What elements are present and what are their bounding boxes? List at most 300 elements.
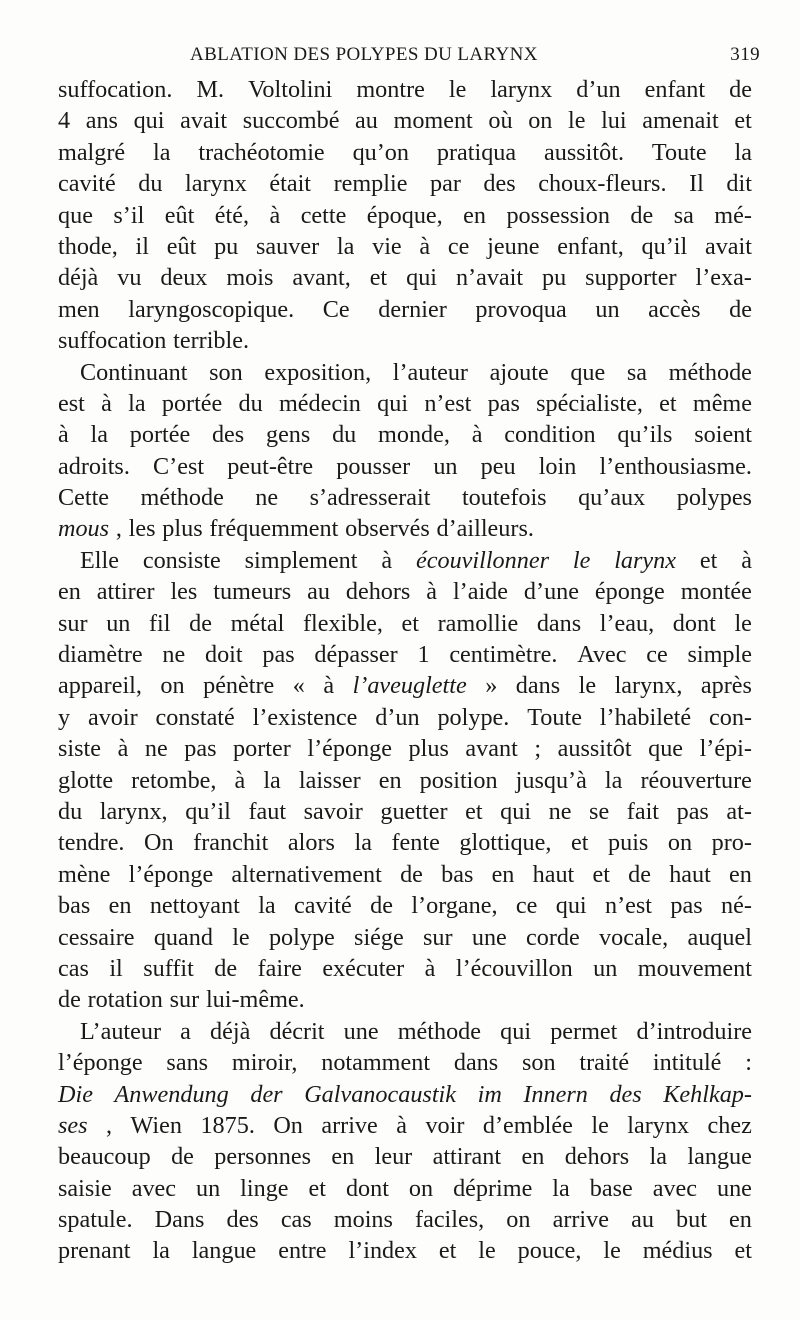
word: Wien (130, 1111, 182, 1139)
word: bas (58, 892, 91, 920)
word: savoir (303, 797, 363, 825)
text-line (58, 576, 752, 607)
word: qui (555, 892, 587, 920)
word: Ce (322, 295, 350, 323)
word: Toute (651, 138, 707, 166)
word: qui (377, 389, 409, 417)
word: décrit (269, 1017, 325, 1045)
word: dit (726, 170, 752, 198)
word: et (659, 389, 677, 417)
word: cette (300, 201, 347, 229)
word: terrible. (173, 327, 250, 355)
word: condition (504, 421, 596, 449)
word: y (58, 703, 71, 731)
word: on (667, 829, 693, 857)
word: porter (233, 735, 291, 763)
word: de (58, 986, 81, 1014)
word: personnes (214, 1143, 312, 1171)
word: remplie (333, 170, 408, 198)
italic-word: ses (58, 1111, 88, 1139)
word: saisie (58, 1174, 112, 1202)
word: l’eau, (599, 609, 655, 637)
text-line (58, 984, 752, 1015)
word: l’écouvillon (455, 954, 573, 982)
word: qui (500, 1017, 532, 1045)
word: spécialiste, (536, 389, 643, 417)
word: l’épi- (699, 735, 752, 763)
word: on (528, 107, 553, 135)
word: avant (465, 735, 518, 763)
word: entre (278, 1237, 327, 1265)
word: , (106, 1111, 113, 1139)
word: exécuter (322, 954, 405, 982)
word: langue (687, 1143, 752, 1171)
word: beaucoup (58, 1143, 151, 1171)
word: un (595, 295, 620, 323)
word: linge (240, 1174, 289, 1202)
word: n’est (605, 892, 653, 920)
word: la (734, 138, 752, 166)
word: choux-fleurs. (538, 170, 667, 198)
word: un (593, 954, 618, 982)
word: dont (345, 1174, 389, 1202)
word: pas (670, 892, 703, 920)
word: au (631, 1206, 654, 1234)
body-text (58, 74, 752, 1267)
word: trachéotomie (198, 138, 325, 166)
text-line (58, 357, 752, 388)
word: L’auteur (80, 1017, 162, 1045)
word: peut-être (227, 452, 314, 480)
text-line (58, 953, 752, 984)
text-line (58, 827, 752, 858)
word: : (745, 1049, 752, 1077)
word: d’un (375, 703, 420, 731)
text-line (58, 1079, 752, 1110)
word: au (307, 578, 330, 606)
word: pro- (711, 829, 752, 857)
word: notamment (321, 1049, 431, 1077)
word: le (232, 923, 250, 951)
text-line (58, 1235, 752, 1266)
word: le (567, 107, 586, 135)
word: la (354, 829, 372, 857)
word: dans (515, 672, 561, 700)
word: position (419, 766, 498, 794)
word: avec (131, 1174, 177, 1202)
word: 4 (58, 107, 71, 135)
word: avant, (292, 264, 351, 292)
word: pas (487, 389, 520, 417)
word: de (400, 860, 423, 888)
word: l’index (348, 1237, 417, 1265)
word: l’existence (252, 703, 358, 731)
word: eût (166, 232, 197, 260)
word: jusqu’à (515, 766, 587, 794)
word: ce (646, 641, 668, 669)
word: qui (133, 107, 165, 135)
word: une (343, 1017, 379, 1045)
word: cas (58, 954, 89, 982)
word: franchit (193, 829, 269, 857)
text-line (58, 74, 752, 105)
word: les (170, 578, 198, 606)
word: est (58, 389, 85, 417)
word: du (238, 389, 263, 417)
text-line (58, 262, 752, 293)
word: l’éponge (307, 735, 392, 763)
word: aussitôt. (544, 138, 624, 166)
word: été, (214, 201, 250, 229)
word: ne (548, 797, 572, 825)
word: larynx, (614, 672, 683, 700)
text-line (58, 231, 752, 262)
word: suffocation. (58, 76, 173, 103)
text-line (58, 922, 752, 953)
word: but (676, 1206, 707, 1234)
word: vocale, (599, 923, 669, 951)
word: consiste (142, 546, 221, 574)
word: possession (506, 201, 610, 229)
word: siége (354, 923, 404, 951)
word: eût (164, 201, 195, 229)
word: d’un (576, 76, 621, 103)
word: chez (707, 1111, 752, 1139)
text-line (58, 137, 752, 168)
text-line (58, 325, 752, 356)
word: à (381, 546, 393, 574)
word: à (58, 421, 69, 449)
word: accès (648, 295, 701, 323)
word: et (308, 1174, 326, 1202)
word: faire (257, 954, 302, 982)
word: que (58, 201, 93, 229)
word: mé- (714, 201, 752, 229)
word: guetter (380, 797, 448, 825)
word: portée (129, 421, 191, 449)
word: enfant (644, 76, 706, 103)
word: laryngoscopique. (128, 295, 295, 323)
word: Cette (58, 484, 110, 512)
word: On (144, 829, 174, 857)
text-line (58, 513, 752, 544)
word: provoqua (475, 295, 567, 323)
word: voir (425, 1111, 465, 1139)
word: qui (500, 797, 532, 825)
word: il (135, 232, 149, 260)
word: de (630, 201, 654, 229)
text-line (58, 1016, 752, 1047)
word: la (649, 1143, 668, 1171)
word: ce (447, 232, 470, 260)
word: de (189, 609, 212, 637)
text-line (58, 765, 752, 796)
word: montée (680, 578, 752, 606)
word: supporter (585, 264, 677, 292)
word: l’auteur (392, 358, 468, 386)
word: lui-même. (205, 986, 305, 1014)
word: pas (184, 735, 217, 763)
text-line (58, 702, 752, 733)
word: Toute (527, 703, 582, 731)
word: laisser (298, 766, 361, 794)
word: mois (226, 264, 274, 292)
italic-word: Die (58, 1080, 93, 1108)
italic-word: le (572, 546, 591, 574)
word: n’est (424, 389, 472, 417)
word: la (90, 421, 108, 449)
word: sur (423, 923, 453, 951)
word: succombé (242, 107, 340, 135)
word: le (603, 1237, 621, 1265)
word: fait (626, 797, 660, 825)
word: on (160, 672, 185, 700)
italic-word: Galvanocaustik (304, 1080, 456, 1108)
word: méthode (140, 484, 224, 512)
word: , (115, 515, 122, 543)
word: de (628, 860, 651, 888)
word: moins (333, 1206, 393, 1234)
word: au (355, 107, 378, 135)
word: était (269, 170, 312, 198)
word: lui (601, 107, 627, 135)
italic-word: larynx (614, 546, 676, 574)
word: polype. (437, 703, 510, 731)
italic-word: Anwendung (114, 1080, 229, 1108)
word: même (692, 389, 752, 417)
word: haut (532, 860, 575, 888)
text-line (58, 796, 752, 827)
word: gens (265, 421, 311, 449)
word: en (108, 892, 132, 920)
word: cas (280, 1206, 312, 1234)
word: men (58, 295, 100, 323)
word: qu’aux (578, 484, 646, 512)
text-line (58, 419, 752, 450)
word: ramollie (437, 609, 519, 637)
word: Elle (80, 546, 119, 574)
word: par (429, 170, 461, 198)
word: base (589, 1174, 633, 1202)
word: à (269, 201, 281, 229)
word: et (734, 1237, 752, 1265)
word: at- (726, 797, 752, 825)
word: ce (515, 892, 538, 920)
word: et (438, 1237, 457, 1265)
word: qu’ils (617, 421, 673, 449)
word: portée (161, 389, 223, 417)
word: à (234, 766, 246, 794)
word: puis (608, 829, 649, 857)
word: tendre. (58, 829, 125, 857)
word: sauver (256, 232, 320, 260)
word: d’ailleurs. (436, 515, 534, 543)
italic-word: der (250, 1080, 283, 1108)
word: déjà (58, 264, 99, 292)
word: du (332, 421, 357, 449)
italic-word: des (609, 1080, 642, 1108)
word: pas (262, 641, 295, 669)
word: la (128, 389, 146, 417)
word: à (741, 546, 752, 574)
word: glotte (58, 766, 114, 794)
word: n’avait (455, 264, 524, 292)
word: loin (538, 452, 577, 480)
word: vie (372, 232, 402, 260)
word: larynx (627, 1111, 690, 1139)
word: à (419, 232, 431, 260)
text-line (58, 890, 752, 921)
word: plus (162, 515, 203, 543)
word: attirant (432, 1143, 502, 1171)
word: Dans (154, 1206, 205, 1234)
running-title: ABLATION DES POLYPES DU LARYNX (190, 44, 538, 65)
word: on (408, 1174, 434, 1202)
word: le (591, 1111, 609, 1139)
word: pousser (336, 452, 411, 480)
word: auquel (687, 923, 752, 951)
word: pénètre (203, 672, 275, 700)
word: qu’il (641, 232, 688, 260)
word: il (109, 954, 123, 982)
word: bas (441, 860, 474, 888)
word: en (729, 860, 752, 888)
word: 1875. (200, 1111, 255, 1139)
text-line (58, 294, 752, 325)
word: larynx (490, 76, 553, 103)
word: le (448, 76, 467, 103)
word: ne (255, 484, 279, 512)
word: des (483, 170, 516, 198)
word: fil (149, 609, 171, 637)
word: à (396, 1111, 407, 1139)
word: en (58, 578, 81, 606)
word: suffocation (58, 327, 167, 355)
word: moment (393, 107, 473, 135)
word: le (734, 609, 752, 637)
word: une (471, 923, 507, 951)
word: fréquemment (209, 515, 339, 543)
word: la (263, 766, 281, 794)
word: siste (58, 735, 102, 763)
word: glottique, (459, 829, 552, 857)
word: sa (626, 358, 648, 386)
text-line (58, 200, 752, 231)
word: dont (672, 609, 716, 637)
word: nettoyant (149, 892, 240, 920)
word: ans (85, 107, 118, 135)
word: l’aide (452, 578, 508, 606)
word: où (488, 107, 513, 135)
word: observés (345, 515, 430, 543)
word: à (426, 578, 438, 606)
word: malgré (58, 138, 126, 166)
word: à (101, 389, 112, 417)
word: l’éponge (58, 1049, 143, 1077)
word: métal (230, 609, 285, 637)
word: et (592, 860, 610, 888)
text-line (58, 168, 752, 199)
word: l’habileté (599, 703, 692, 731)
word: larynx, (99, 797, 168, 825)
word: corde (526, 923, 580, 951)
word: qu’il (185, 797, 231, 825)
text-line (58, 733, 752, 764)
word: dernier (378, 295, 447, 323)
word: méthode (668, 358, 752, 386)
word: rotation (87, 986, 163, 1014)
word: Avec (577, 641, 627, 669)
word: méthode (397, 1017, 482, 1045)
word: né- (721, 892, 752, 920)
word: suffit (143, 954, 194, 982)
word: de (370, 892, 393, 920)
word: fente (391, 829, 440, 857)
word: la (153, 138, 171, 166)
word: arrive (552, 1206, 609, 1234)
word: et (465, 797, 483, 825)
word: peu (480, 452, 516, 480)
word: dans (536, 609, 582, 637)
word: miroir, (231, 1049, 298, 1077)
word: à (471, 421, 483, 449)
text-line (58, 1141, 752, 1172)
word: » (485, 672, 498, 700)
word: qu’on (352, 138, 409, 166)
italic-word: mous (58, 515, 110, 543)
word: s’il (113, 201, 145, 229)
word: de (214, 954, 238, 982)
word: dehors (564, 1143, 630, 1171)
word: Voltolini (248, 76, 333, 103)
word: doit (204, 641, 243, 669)
word: attirer (96, 578, 155, 606)
word: thode, (58, 232, 118, 260)
word: la (152, 1237, 170, 1265)
word: spatule. (58, 1206, 133, 1234)
text-line (58, 1110, 752, 1141)
word: et (369, 264, 388, 292)
word: la (336, 232, 355, 260)
word: le (578, 672, 597, 700)
word: un (433, 452, 458, 480)
italic-word: im (477, 1080, 502, 1108)
word: C’est (153, 452, 205, 480)
word: con- (709, 703, 752, 731)
word: que (570, 358, 606, 386)
word: à (424, 954, 436, 982)
word: que (648, 735, 684, 763)
text-line (58, 1047, 752, 1078)
word: ; (534, 735, 542, 763)
word: en (729, 1206, 752, 1234)
word: de (729, 295, 752, 323)
word: qui (406, 264, 438, 292)
word: mouvement (637, 954, 752, 982)
word: réouverture (640, 766, 752, 794)
word: en (378, 766, 402, 794)
word: leur (374, 1143, 413, 1171)
word: deux (160, 264, 208, 292)
word: « (292, 672, 305, 700)
text-line (58, 608, 752, 639)
word: sur (169, 986, 200, 1014)
word: tumeurs (213, 578, 292, 606)
word: pouce, (517, 1237, 582, 1265)
word: faciles, (415, 1206, 485, 1234)
word: arrive (321, 1111, 378, 1139)
word: polypes (676, 484, 752, 512)
